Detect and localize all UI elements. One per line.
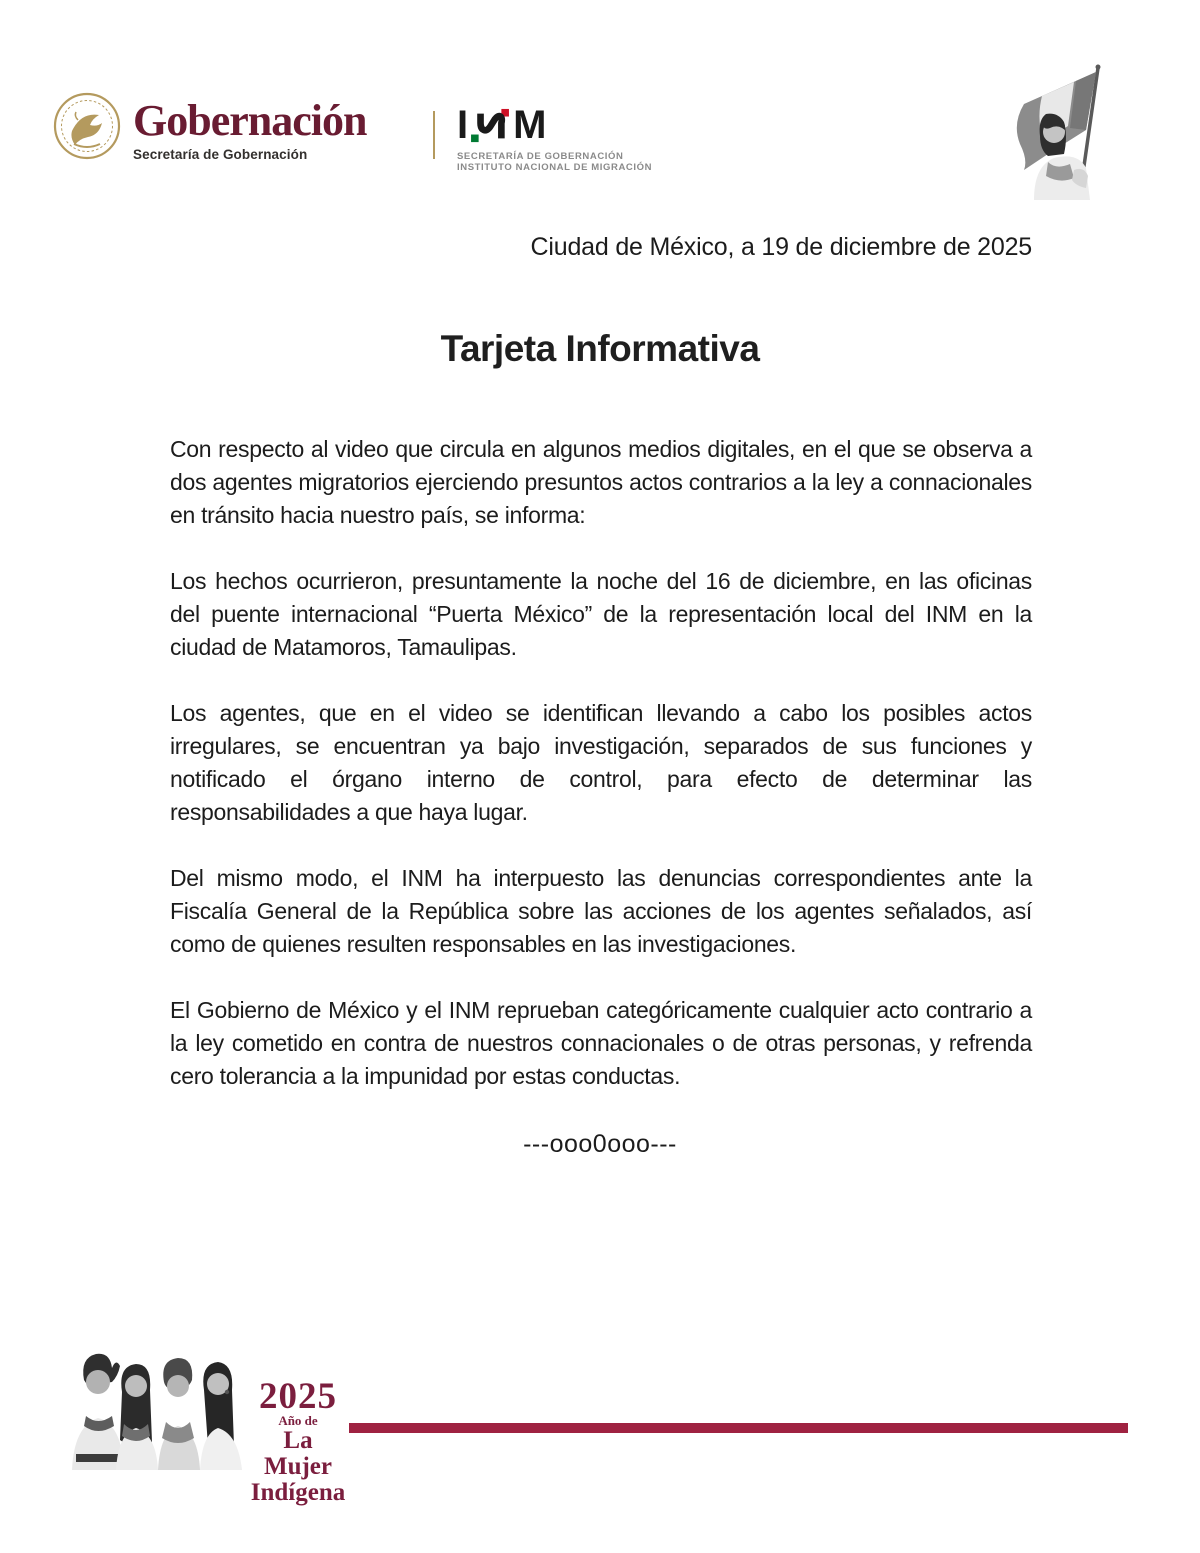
- indigenous-women-image: [66, 1350, 248, 1477]
- gobernacion-subtitle: Secretaría de Gobernación: [133, 147, 308, 162]
- gobernacion-logo: [133, 98, 366, 162]
- inm-letter-i: I: [457, 103, 468, 147]
- body-paragraph: Los hechos ocurrieron, presuntamente la noche del 16 de diciembre, en las oficinas del puente internacional “Puerta México” de la representación local del INM en la ciudad de Matamoros, Tamaulipas.: [170, 568, 1032, 660]
- eagle-seal-icon: [52, 90, 122, 167]
- inm-subtitle-line1: SECRETARÍA DE GOBERNACIÓN: [457, 151, 624, 162]
- inm-logo: [457, 103, 653, 173]
- date-line: Ciudad de México, a 19 de diciembre de 2025: [530, 233, 1032, 261]
- page-title: Tarjeta Informativa: [440, 328, 760, 369]
- gobernacion-wordmark: Gobernación: [133, 96, 367, 145]
- footer-indigena: Indígena: [250, 1479, 346, 1506]
- body-paragraph: El Gobierno de México y el INM reprueban categóricamente cualquier acto contrario a la ley cometido en contra de nuestros connacionales o de otras personas, y refrenda cero tolerancia a la impunidad por estas conductas.: [170, 997, 1032, 1089]
- anio-mujer-indigena-logo: [250, 1376, 346, 1506]
- inm-letter-m: M: [513, 103, 546, 147]
- document-body: [170, 433, 1032, 1126]
- footer-anio-de: Año de: [278, 1413, 318, 1428]
- body-paragraph: Del mismo modo, el INM ha interpuesto las denuncias correspondientes ante la Fiscalía General de la República sobre las acciones de los agentes señalados, así como de quienes resulten responsables en las investigaciones.: [170, 865, 1032, 957]
- body-paragraph: Con respecto al video que circula en algunos medios digitales, en el que se observa a dos agentes migratorios ejerciendo presuntos actos contrarios a la ley a connacionales en tránsito hacia nuestro país, se informa:: [170, 436, 1032, 528]
- footer-year: 2025: [259, 1376, 337, 1417]
- inm-glyph-icon: [469, 108, 511, 149]
- inm-subtitle-line2: INSTITUTO NACIONAL DE MIGRACIÓN: [457, 161, 653, 173]
- woman-with-flag-image: [990, 58, 1132, 211]
- header-divider: [433, 111, 435, 159]
- body-paragraph: Los agentes, que en el video se identifican llevando a cabo los posibles actos irregulares, se encuentran ya bajo investigación, separados de sus funciones y notificado el órgano interno de control, para efecto de determinar las responsabilidades a que haya lugar.: [170, 700, 1032, 825]
- section-divider: ---ooo0ooo---: [523, 1130, 677, 1158]
- footer-la-mujer: La Mujer: [263, 1427, 333, 1480]
- footer-bar: [349, 1423, 1128, 1433]
